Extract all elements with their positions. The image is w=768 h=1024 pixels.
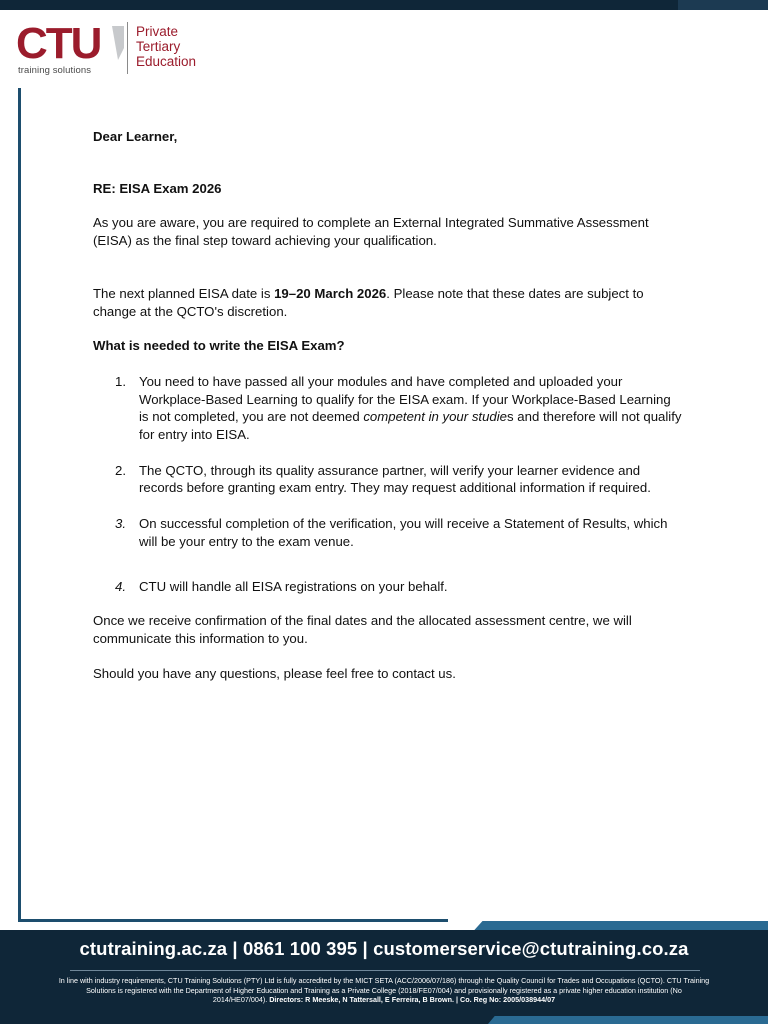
list-number: 1. (115, 373, 126, 389)
footer-legal-text: In line with industry requirements, CTU Training Solutions (PTY) Ltd is fully accredited by the MICT SETA (ACC/2006/07/186) through the Quality Council for Trades and Occupations (QCTO). CTU Training Solutions is registered with the Department of Higher Education and Training as a Private College (2018/FE07/004) and provisionally registered as a private higher education institution (No 2014/HE07/004). Directors: R Meeske, N Tattersall, E Ferreira, B Brown. | Co. Reg No: 2005/038944/07 (58, 976, 710, 1005)
logo-private-tertiary-education (136, 24, 196, 69)
logo-divider (127, 22, 128, 74)
footer-divider (70, 970, 700, 971)
list-number: 3. (115, 516, 126, 532)
letter-intro: As you are aware, you are required to complete an External Integrated Summative Assessment (EISA) as the final step toward achieving your qualification. (93, 215, 649, 249)
letter-body (93, 128, 683, 682)
top-band (0, 0, 768, 10)
logo-tagline: training solutions (18, 65, 92, 76)
logo-swoosh-icon (112, 26, 124, 60)
requirements-heading: What is needed to write the EISA Exam? (93, 338, 345, 354)
letter-questions: Should you have any questions, please feel free to contact us. (93, 665, 456, 681)
letter-greeting: Dear Learner, (93, 129, 178, 144)
top-band-accent (678, 0, 768, 10)
list-item: 4. CTU will handle all EISA registrations on your behalf. (115, 578, 448, 594)
frame-left-rule (18, 88, 21, 922)
list-item: 1. You need to have passed all your modules and have completed and uploaded your Workplace-Based Learning to qualify for the EISA exam. If your Workplace-Based Learning is not completed, you are not deemed competent in your studies and therefore will not qualify for entry into EISA. (115, 373, 682, 443)
list-number: 4. (115, 578, 126, 594)
footer-contact-line: ctutraining.ac.za | 0861 100 395 | customerservice@ctutraining.co.za (79, 938, 689, 959)
frame-bottom-rule (18, 919, 448, 922)
letter-closing: Once we receive confirmation of the final dates and the allocated assessment centre, we will communicate this information to you. (93, 613, 632, 646)
list-number: 2. (115, 462, 126, 478)
logo-line: Private (136, 24, 179, 39)
logo-line: Tertiary (136, 39, 181, 54)
list-item: 3. On successful completion of the verification, you will receive a Statement of Results, which will be your entry to the exam venue. (115, 516, 668, 549)
footer (0, 930, 768, 1024)
letter-dates: The next planned EISA date is 19–20 March 2026. Please note that these dates are subject to change at the QCTO's discretion. (93, 285, 644, 319)
footer-corner-stripe (488, 1016, 768, 1024)
ctu-logo-letters: CTU (16, 20, 101, 66)
list-item: 2. The QCTO, through its quality assurance partner, will verify your learner evidence and records before granting exam entry. They may request additional information if required. (115, 462, 651, 496)
ctu-logo (16, 20, 246, 78)
ctu-logo-mark (16, 20, 128, 66)
letter-subject: RE: EISA Exam 2026 (93, 180, 222, 196)
logo-line: Education (136, 54, 197, 69)
requirements-list (93, 373, 683, 595)
exam-dates: 19–20 March 2026 (274, 285, 387, 301)
